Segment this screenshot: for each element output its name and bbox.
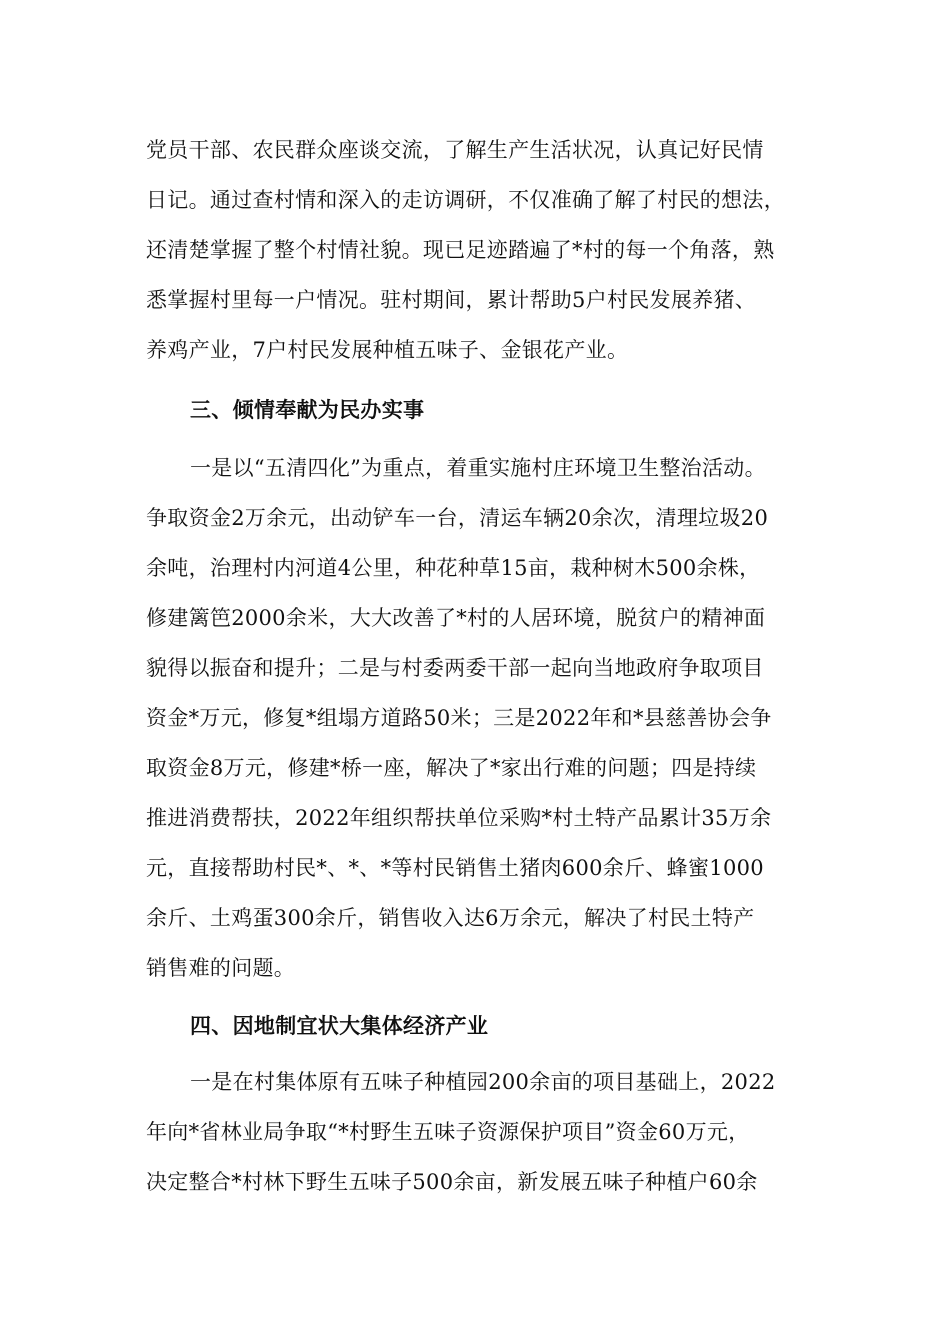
body-line: 党员干部、农民群众座谈交流，了解生产生活状况，认真记好民情 [146,138,764,162]
body-line: 决定整合*村林下野生五味子500余亩，新发展五味子种植户60余 [146,1170,758,1194]
body-line: 养鸡产业，7户村民发展种植五味子、金银花产业。 [146,338,629,362]
body-line: 修建篱笆2000余米，大大改善了*村的人居环境，脱贫户的精神面 [146,606,766,630]
body-line: 余斤、土鸡蛋300余斤，销售收入达6万余元，解决了村民土特产 [146,906,755,930]
body-line: 取资金8万元，修建*桥一座，解决了*家出行难的问题；四是持续 [146,756,757,780]
body-line: 悉掌握村里每一户情况。驻村期间，累计帮助5户村民发展养猪、 [146,288,757,312]
section-heading: 四、因地制宜状大集体经济产业 [190,1014,489,1038]
body-line: 销售难的问题。 [146,956,296,980]
body-line: 一是在村集体原有五味子种植园200余亩的项目基础上，2022 [190,1070,776,1094]
body-line: 一是以“五清四化”为重点，着重实施村庄环境卫生整治活动。 [190,456,766,480]
body-line: 资金*万元，修复*组塌方道路50米；三是2022年和*县慈善协会争 [146,706,772,730]
body-line: 余吨，治理村内河道4公里，种花种草15亩，栽种树木500余株， [146,556,761,580]
body-line: 貌得以振奋和提升；二是与村委两委干部一起向当地政府争取项目 [146,656,764,680]
body-line: 日记。通过查村情和深入的走访调研，不仅准确了解了村民的想法， [146,188,785,212]
body-line: 还清楚掌握了整个村情社貌。现已足迹踏遍了*村的每一个角落，熟 [146,238,775,262]
body-line: 争取资金2万余元，出动铲车一台，清运车辆20余次，清理垃圾20 [146,506,769,530]
body-line: 元，直接帮助村民*、*、*等村民销售土猪肉600余斤、蜂蜜1000 [146,856,764,880]
section-heading: 三、倾情奉献为民办实事 [190,398,425,422]
body-line: 年向*省林业局争取“*村野生五味子资源保护项目”资金60万元， [146,1120,750,1144]
body-line: 推进消费帮扶，2022年组织帮扶单位采购*村土特产品累计35万余 [146,806,772,830]
